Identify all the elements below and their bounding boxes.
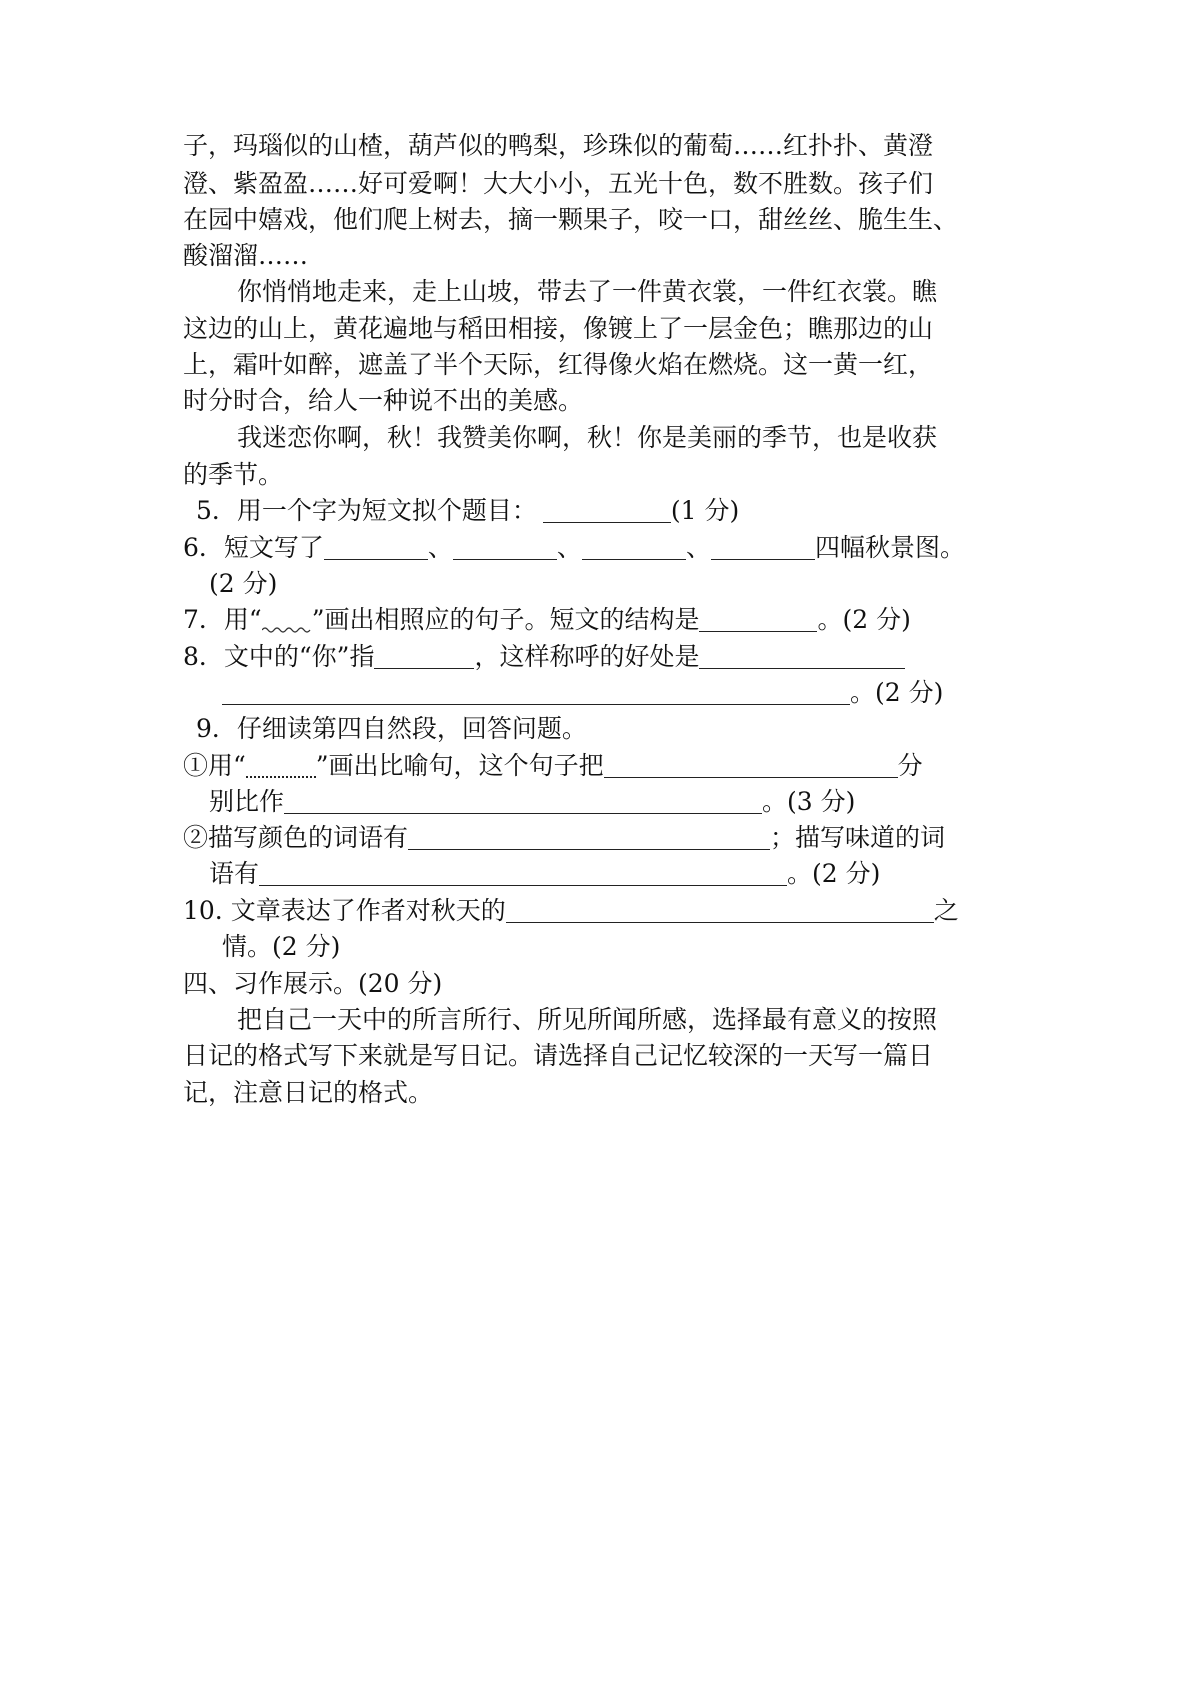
- answer-blank[interactable]: [543, 496, 671, 523]
- question-10: [183, 893, 1013, 929]
- answer-blank[interactable]: [711, 533, 815, 560]
- answer-blank[interactable]: [453, 533, 557, 560]
- passage-line: 澄、紫盈盈……好可爱啊！大大小小，五光十色，数不胜数。孩子们: [183, 169, 934, 198]
- question-text: 5．用一个字为短文拟个题目：: [196, 496, 537, 525]
- question-text: 分: [897, 751, 923, 780]
- question-text: ①用“: [183, 751, 246, 780]
- answer-blank[interactable]: [284, 787, 762, 814]
- score-label: 。(3 分): [762, 787, 856, 816]
- passage-line: 时分时合，给人一种说不出的美感。: [183, 386, 584, 415]
- score-label: 。(2 分): [817, 605, 911, 634]
- question-8-cont: [222, 675, 1052, 711]
- score-label: 。(2 分): [850, 678, 944, 707]
- question-text: 10. 文章表达了作者对秋天的: [183, 896, 506, 925]
- question-text: 四幅秋景图。: [814, 533, 965, 562]
- score-label: 情。(2 分): [222, 932, 341, 961]
- question-text: ”画出相照应的句子。短文的结构是: [311, 605, 700, 634]
- question-9-title: 9．仔细读第四自然段，回答问题。: [196, 714, 587, 743]
- separator: 、: [427, 533, 453, 562]
- question-text: 6．短文写了: [183, 533, 324, 562]
- passage-line: 的季节。: [183, 460, 284, 489]
- question-text: 之: [933, 896, 959, 925]
- score-label: (1 分): [670, 496, 740, 525]
- passage-line: 酸溜溜……: [183, 241, 309, 270]
- answer-blank[interactable]: [259, 859, 787, 886]
- dotted-underline-mark: [246, 750, 316, 778]
- question-5: [196, 493, 1026, 529]
- answer-blank[interactable]: [699, 642, 905, 669]
- answer-blank[interactable]: [222, 678, 850, 705]
- question-7: [183, 602, 1013, 638]
- question-9-sub1: [183, 748, 1013, 784]
- question-text: 语有: [209, 859, 260, 888]
- question-8: [183, 639, 1013, 675]
- question-9-sub1-cont: [209, 784, 1039, 820]
- question-text: ；描写味道的词: [770, 823, 946, 852]
- answer-blank[interactable]: [408, 823, 770, 850]
- answer-blank[interactable]: [324, 533, 428, 560]
- separator: 、: [556, 533, 582, 562]
- answer-blank[interactable]: [506, 896, 934, 923]
- question-text: 别比作: [209, 787, 285, 816]
- question-9-sub2: [183, 820, 1013, 856]
- question-text: ”画出比喻句，这个句子把: [315, 751, 604, 780]
- section-title: 四、习作展示。(20 分): [183, 969, 443, 998]
- answer-blank[interactable]: [582, 533, 686, 560]
- passage-line: 上，霜叶如醉，遮盖了半个天际，红得像火焰在燃烧。这一黄一红，: [183, 350, 934, 379]
- question-text: 8．文中的“你”指: [183, 642, 375, 671]
- writing-line: 把自己一天中的所言所行、所见所闻所感，选择最有意义的按照: [237, 1005, 938, 1034]
- answer-blank[interactable]: [604, 751, 898, 778]
- question-text: ，这样称呼的好处是: [474, 642, 700, 671]
- score-label: 。(2 分): [787, 859, 881, 888]
- passage-line: 在园中嬉戏，他们爬上树去，摘一颗果子，咬一口，甜丝丝、脆生生、: [183, 205, 959, 234]
- question-6: [183, 530, 1013, 566]
- wavy-underline-mark: [262, 606, 312, 632]
- passage-line: 我迷恋你啊，秋！我赞美你啊，秋！你是美丽的季节，也是收获: [237, 423, 938, 452]
- question-9-sub2-cont: [209, 856, 1039, 892]
- answer-blank[interactable]: [374, 642, 474, 669]
- writing-line: 日记的格式写下来就是写日记。请选择自己记忆较深的一天写一篇日: [183, 1041, 934, 1070]
- passage-line: 这边的山上，黄花遍地与稻田相接，像镀上了一层金色；瞧那边的山: [183, 314, 934, 343]
- answer-blank[interactable]: [699, 605, 817, 632]
- separator: 、: [685, 533, 711, 562]
- question-text: 7．用“: [183, 605, 262, 634]
- writing-line: 记，注意日记的格式。: [183, 1078, 434, 1107]
- passage-line: 子，玛瑙似的山楂，葫芦似的鸭梨，珍珠似的葡萄……红扑扑、黄澄: [183, 131, 934, 160]
- passage-line: 你悄悄地走来，走上山坡，带去了一件黄衣裳，一件红衣裳。瞧: [237, 277, 938, 306]
- question-text: ②描写颜色的词语有: [183, 823, 409, 852]
- score-label: (2 分): [209, 569, 278, 598]
